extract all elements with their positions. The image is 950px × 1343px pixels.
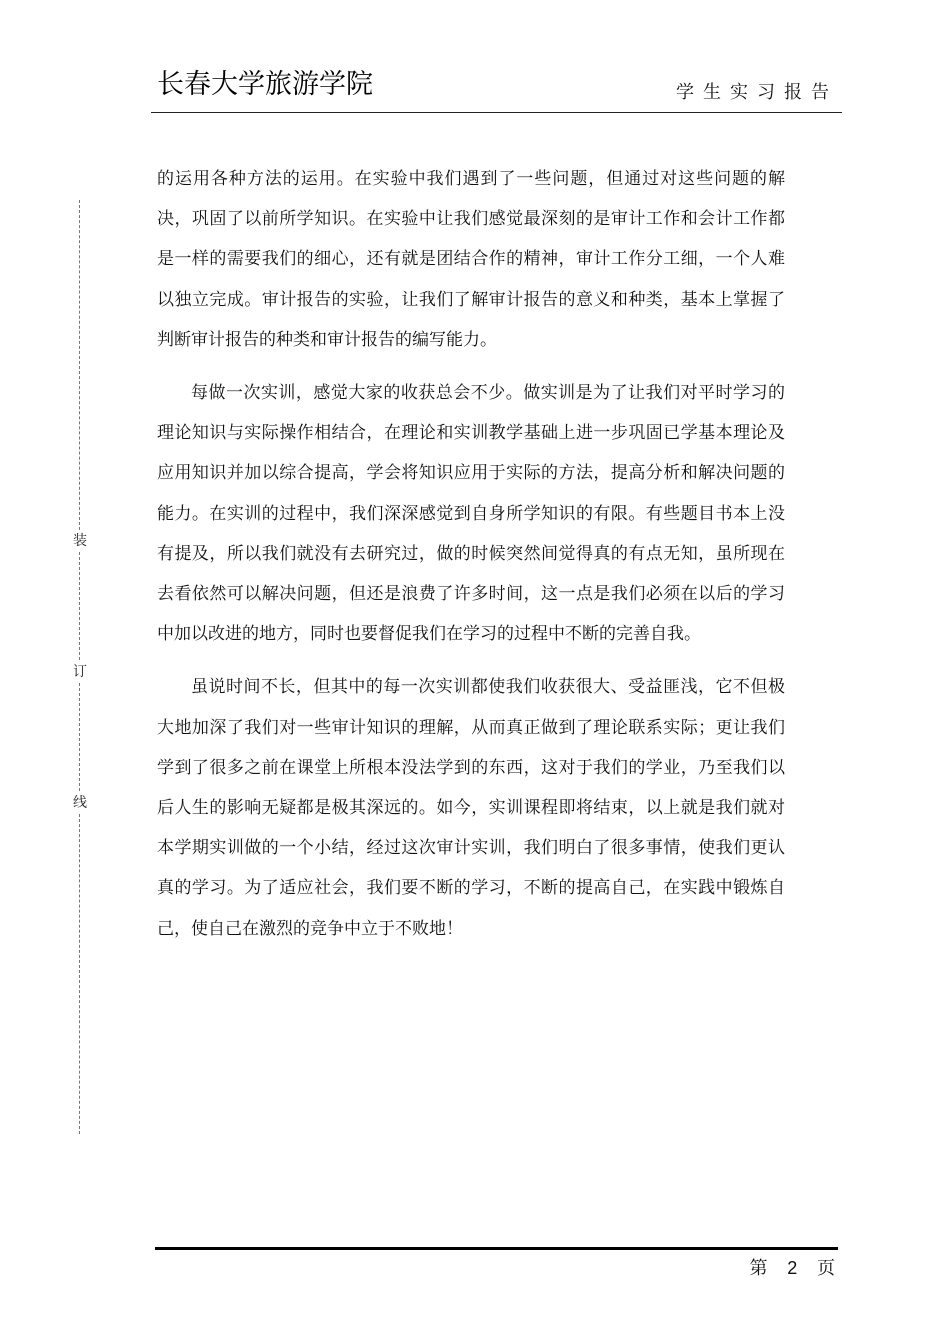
binding-mark-zhuang: 装 — [69, 530, 91, 550]
binding-dash — [79, 814, 81, 1134]
binding-mark-xian: 线 — [69, 792, 91, 812]
paragraph: 虽说时间不长，但其中的每一次实训都使我们收获很大、受益匪浅，它不但极大地加深了我们对一些审计知识的理解，从而真正做到了理论联系实际；更让我们学到了很多之前在课堂上所根本没法学到的东西，这对于我们的学业，乃至我们以后人生的影响无疑都是极其深远的。如今，实训课程即将结束，以上就是我们就对本学期实训做的一个小结，经过这次审计实训，我们明白了很多事情，使我们更认真的学习。为了适应社会，我们要不断的学习，不断的提高自己，在实践中锻炼自己，使自己在激烈的竞争中立于不败地！ — [157, 677, 785, 939]
page-number-value: 2 — [787, 1258, 798, 1278]
binding-dash — [79, 200, 81, 530]
page-number — [750, 1254, 835, 1280]
binding-dash — [79, 683, 81, 791]
binding-line — [60, 200, 100, 1135]
report-body — [157, 159, 785, 962]
paragraph: 的运用各种方法的运用。在实验中我们遇到了一些问题，但通过对这些问题的解决，巩固了以前所学知识。在实验中让我们感觉最深刻的是审计工作和会计工作都是一样的需要我们的细心，还有就是团结合作的精神，审计工作分工细，一个人难以独立完成。审计报告的实验，让我们了解审计报告的意义和种类，基本上掌握了判断审计报告的种类和审计报告的编写能力。 — [157, 169, 785, 350]
header-title: 长春大学旅游学院 — [157, 69, 373, 100]
binding-mark-ding: 订 — [69, 661, 91, 681]
page-suffix: 页 — [817, 1258, 835, 1279]
paragraph: 每做一次实训，感觉大家的收获总会不少。做实训是为了让我们对平时学习的理论知识与实际操作相结合，在理论和实训教学基础上进一步巩固已学基本理论及应用知识并加以综合提高，学会将知识应用于实际的方法，提高分析和解决问题的能力。在实训的过程中，我们深深感觉到自身所学知识的有限。有些题目书本上没有提及，所以我们就没有去研究过，做的时候突然间觉得真的有点无知，虽所现在去看依然可以解决问题，但还是浪费了许多时间，这一点是我们必须在以后的学习中加以改进的地方，同时也要督促我们在学习的过程中不断的完善自我。 — [157, 383, 785, 645]
header-subtitle: 学生实习报告 — [676, 82, 838, 103]
header-rule — [151, 112, 842, 113]
page-prefix: 第 — [749, 1258, 768, 1279]
binding-dash — [79, 552, 81, 660]
footer-rule — [155, 1247, 838, 1250]
